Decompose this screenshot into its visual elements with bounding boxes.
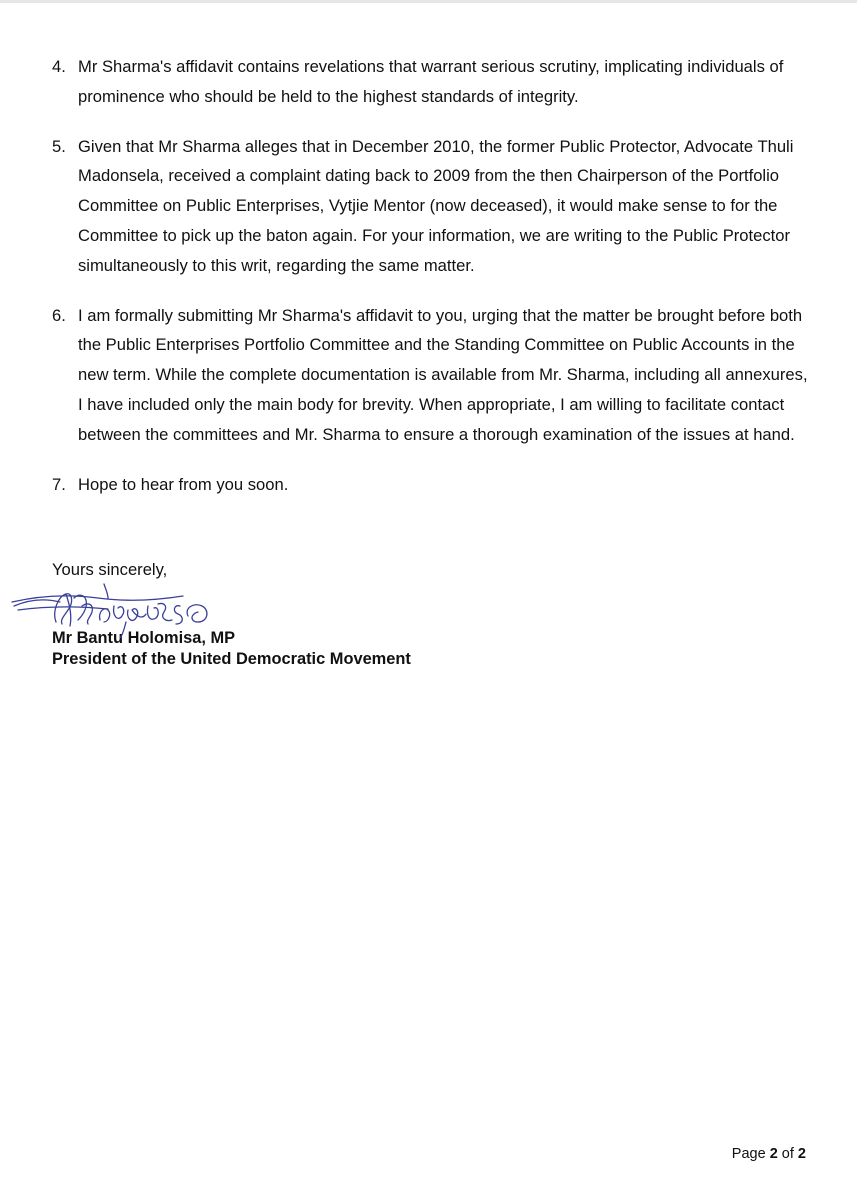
paragraph-text: Hope to hear from you soon. (78, 474, 289, 494)
paragraph-6 (52, 301, 812, 450)
handwritten-signature-icon (8, 576, 238, 638)
paragraph-number: 7. (52, 474, 66, 494)
paragraph-number: 4. (52, 57, 66, 76)
paragraph-text: I am formally submitting Mr Sharma's affidavit to you, urging that the matter be brought before both the Public Enterprises Portfolio Committee and the Standing Committee on Public Accounts in the new term. While the complete documentation is available from Mr. Sharma, including all annexures, I have included only the main body for brevity. When appropriate, I am willing to facilitate contact between the committees and Mr. Sharma to ensure a thorough examination of the issues at hand. (78, 305, 808, 444)
page-current: 2 (769, 1146, 778, 1162)
page-total: 2 (797, 1146, 806, 1162)
page-separator: of (781, 1146, 794, 1162)
closing-salutation: Yours sincerely, (52, 560, 168, 579)
paragraph-4 (52, 52, 812, 112)
page-number (732, 1144, 806, 1164)
signatory-title: President of the United Democratic Movement (52, 650, 411, 668)
signatory-name: Mr Bantu Holomisa, MP (52, 629, 236, 647)
numbered-paragraphs (52, 52, 812, 519)
paragraph-number: 6. (52, 305, 66, 325)
page-top-edge (0, 0, 857, 3)
paragraph-text: Mr Sharma's affidavit contains revelations that warrant serious scrutiny, implicating individuals of prominence who should be held to the highest standards of integrity. (78, 57, 784, 106)
paragraph-number: 5. (52, 136, 66, 156)
page-label: Page (731, 1146, 766, 1162)
paragraph-text: Given that Mr Sharma alleges that in December 2010, the former Public Protector, Advocate Thuli Madonsela, received a complaint dating back to 2009 from the then Chairperson of the Portfolio Committee on Public Enterprises, Vytjie Mentor (now deceased), it would make sense to for the Committee to pick up the baton again. For your information, we are writing to the Public Protector simultaneously to this writ, regarding the same matter. (78, 136, 794, 275)
paragraph-5 (52, 132, 812, 281)
paragraph-7 (52, 470, 812, 500)
